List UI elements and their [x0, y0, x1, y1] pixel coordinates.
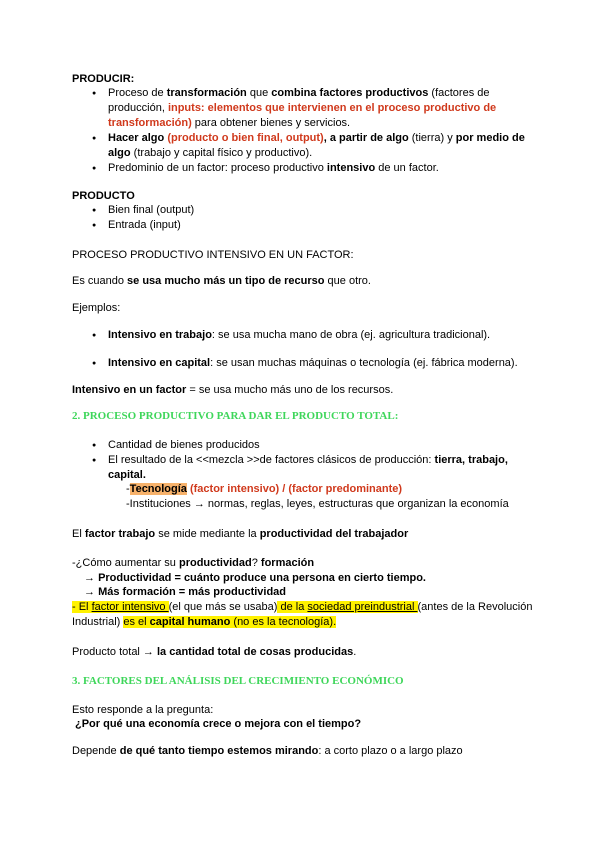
productividad-answer-2: → Más formación = más productividad — [84, 586, 287, 598]
section-3-heading: 3. FACTORES DEL ANÁLISIS DEL CRECIMIENTO ECONÓMICO — [72, 675, 404, 687]
heading-producir: PRODUCIR: — [72, 73, 135, 85]
producto-list — [92, 203, 532, 233]
ejemplo-list-2 — [92, 356, 532, 371]
ejemplos-label: Ejemplos: — [72, 302, 121, 314]
proceso-definition: Es cuando se usa mucho más un tipo de recurso que otro. — [72, 275, 371, 287]
heading-proceso: PROCESO PRODUCTIVO INTENSIVO EN UN FACTOR: — [72, 249, 354, 261]
productividad-question: -¿Cómo aumentar su productividad? formación — [72, 557, 315, 569]
producto-total-line: Producto total → la cantidad total de cosas producidas. — [72, 646, 357, 658]
list-item: ● Entrada (input) — [92, 218, 532, 233]
list-item: ● Intensivo en capital: se usan muchas máquinas o tecnología (ej. fábrica moderna). — [92, 356, 532, 371]
factor-trabajo-line: El factor trabajo se mide mediante la productividad del trabajador — [72, 528, 409, 540]
section-2-heading: 2. PROCESO PRODUCTIVO PARA DAR EL PRODUCTO TOTAL: — [72, 410, 399, 422]
productividad-answer-1: → Productividad = cuánto produce una persona en cierto tiempo. — [84, 572, 426, 584]
section-3-intro: Esto responde a la pregunta: — [72, 704, 214, 716]
ejemplo-list-1 — [92, 328, 532, 343]
instituciones-line: -Instituciones → normas, reglas, leyes, estructuras que organizan la economía — [126, 498, 509, 510]
list-item: ● Cantidad de bienes producidos — [92, 438, 532, 453]
list-item: ● Proceso de transformación que combina factores productivos (factores de producción, inputs: elementos que intervienen en el proceso productivo de transformación) para obtener bienes y servicios. — [92, 86, 532, 131]
highlighted-note: - El factor intensivo (el que más se usaba) de la sociedad preindustrial (antes de la Revolución Industrial) es el capital humano (no es la tecnología). — [72, 601, 533, 628]
intensivo-summary: Intensivo en un factor = se usa mucho más uno de los recursos. — [72, 384, 394, 396]
list-item: ● El resultado de la <<mezcla >>de factores clásicos de producción: tierra, trabajo, capital. — [92, 453, 532, 483]
section-3-dependence: Depende de qué tanto tiempo estemos mirando: a corto plazo o a largo plazo — [72, 745, 463, 757]
list-item: ● Hacer algo (producto o bien final, output), a partir de algo (tierra) y por medio de algo (trabajo y capital físico y productivo). — [92, 131, 532, 161]
producir-list — [92, 86, 532, 176]
list-item: ● Bien final (output) — [92, 203, 532, 218]
heading-producto: PRODUCTO — [72, 190, 135, 202]
section-2-list — [92, 438, 532, 483]
section-3-question: ¿Por qué una economía crece o mejora con el tiempo? — [75, 718, 362, 730]
list-item: ● Predominio de un factor: proceso productivo intensivo de un factor. — [92, 161, 532, 176]
tecnologia-line: -Tecnología (factor intensivo) / (factor predominante) — [126, 483, 403, 495]
list-item: ● Intensivo en trabajo: se usa mucha mano de obra (ej. agricultura tradicional). — [92, 328, 532, 343]
